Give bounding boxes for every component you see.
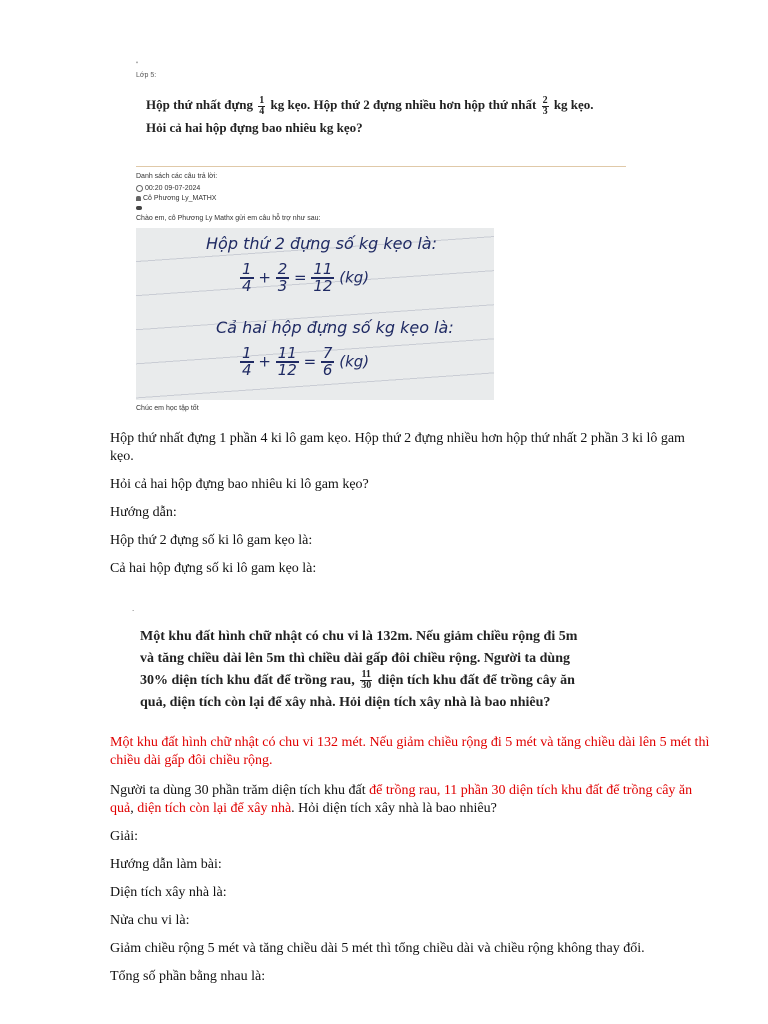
grade-label: Lớp 5: xyxy=(136,72,157,79)
handwriting-equation-2: $\frac{1}{4}$ + $\frac{11}{12}$ = $\frac{7}{6}$ (kg) xyxy=(242,344,370,379)
paragraph-guide-label-2: Hướng dẫn làm bài: xyxy=(110,857,222,872)
problem-2-statement xyxy=(140,626,670,714)
paragraph-total-parts: Tổng số phần bằng nhau là: xyxy=(110,969,266,984)
answers-heading: Danh sách các câu trả lời: xyxy=(136,173,218,180)
answers-block xyxy=(136,172,536,224)
paragraph-question-1: Hỏi cả hai hộp đựng bao nhiêu ki lô gam kẹo? xyxy=(110,477,369,492)
handwriting-equation-1: $\frac{1}{4}$ + $\frac{2}{3}$ = $\frac{11}{12}$ (kg) xyxy=(242,260,370,295)
answer-timestamp: 00:20 09-07-2024 xyxy=(145,185,201,192)
problem-1-part-a: Hộp thứ nhất đựng xyxy=(146,97,254,112)
handwriting-line-1: Hộp thứ 2 đựng số kg kẹo là: xyxy=(206,234,437,253)
paragraph-guide-label: Hướng dẫn: xyxy=(110,505,177,520)
problem-2-line-3: 30% diện tích khu đất để trồng rau, $\frac{11}{30}$ diện tích khu đất để trồng cây ăn xyxy=(140,669,575,692)
problem-2-line-4: quả, diện tích còn lại để xây nhà. Hỏi diện tích xây nhà là bao nhiêu? xyxy=(140,695,551,710)
paragraph-problem-2-mixed: Người ta dùng 30 phần trăm diện tích khu đất để trồng rau, 11 phần 30 diện tích khu đất để trồng cây ăn quả, diện tích còn lại để xây nhà. Hỏi diện tích xây nhà là bao nhiêu? xyxy=(110,783,693,816)
answer-author[interactable]: Cô Phương Ly_MATHX xyxy=(143,195,217,202)
paragraph-problem-1: Hộp thứ nhất đựng 1 phần 4 ki lô gam kẹo. Hộp thứ 2 đựng nhiều hơn hộp thứ nhất 2 phần 3 ki lô gam kẹo. xyxy=(110,431,685,464)
paragraph-step-2: Cả hai hộp đựng số ki lô gam kẹo là: xyxy=(110,561,317,576)
clock-icon xyxy=(136,185,143,192)
tiny-dot: . xyxy=(132,604,135,613)
fraction-one-quarter: $\frac{1}{4}$ xyxy=(259,94,265,117)
problem-1-question: Hỏi cả hai hộp đựng bao nhiêu kg kẹo? xyxy=(146,119,363,135)
handwriting-line-2: Cả hai hộp đựng số kg kẹo là: xyxy=(216,318,454,337)
paragraph-house-area: Diện tích xây nhà là: xyxy=(110,885,227,900)
answer-footer: Chúc em học tập tốt xyxy=(136,405,199,412)
problem-1-part-b: kg kẹo. Hộp thứ 2 đựng nhiều hơn hộp thứ nhất xyxy=(270,97,537,112)
divider-line xyxy=(136,166,626,167)
paragraph-problem-2-red: Một khu đất hình chữ nhật có chu vi 132 mét. Nếu giảm chiều rộng đi 5 mét và tăng chiều dài lên 5 mét thì chiều dài gấp đôi chiều rộng. xyxy=(110,735,710,768)
problem-2-line-1: Một khu đất hình chữ nhật có chu vi là 132m. Nếu giảm chiều rộng đi 5m xyxy=(140,629,578,644)
problem-2-line-2: và tăng chiều dài lên 5m thì chiều dài gấp đôi chiều rộng. Người ta dùng xyxy=(140,651,570,666)
user-icon xyxy=(136,196,141,201)
paragraph-width-length-change: Giảm chiều rộng 5 mét và tăng chiều dài 5 mét thì tổng chiều dài và chiều rộng không thay đổi. xyxy=(110,941,645,956)
answer-author-row[interactable] xyxy=(136,194,536,204)
problem-1-part-c: kg kẹo. xyxy=(553,97,594,112)
text-block-2 xyxy=(110,734,710,986)
tiny-mark: “ xyxy=(136,62,138,68)
fraction-eleven-thirtieths: $\frac{11}{30}$ xyxy=(361,669,372,692)
paragraph-step-1: Hộp thứ 2 đựng số ki lô gam kẹo là: xyxy=(110,533,313,548)
paragraph-half-perimeter: Nửa chu vi là: xyxy=(110,913,190,928)
answer-timestamp-row xyxy=(136,184,536,194)
text-block-1 xyxy=(110,430,690,578)
handwritten-solution-photo xyxy=(136,228,494,400)
fraction-two-thirds: $\frac{2}{3}$ xyxy=(542,94,548,117)
paragraph-solution-label: Giải: xyxy=(110,829,138,844)
problem-1-statement xyxy=(146,94,626,139)
chat-icon-row xyxy=(136,204,536,214)
chat-icon xyxy=(136,206,142,210)
answer-greeting: Chào em, cô Phương Ly Mathx gửi em câu hỗ trợ như sau: xyxy=(136,215,321,222)
